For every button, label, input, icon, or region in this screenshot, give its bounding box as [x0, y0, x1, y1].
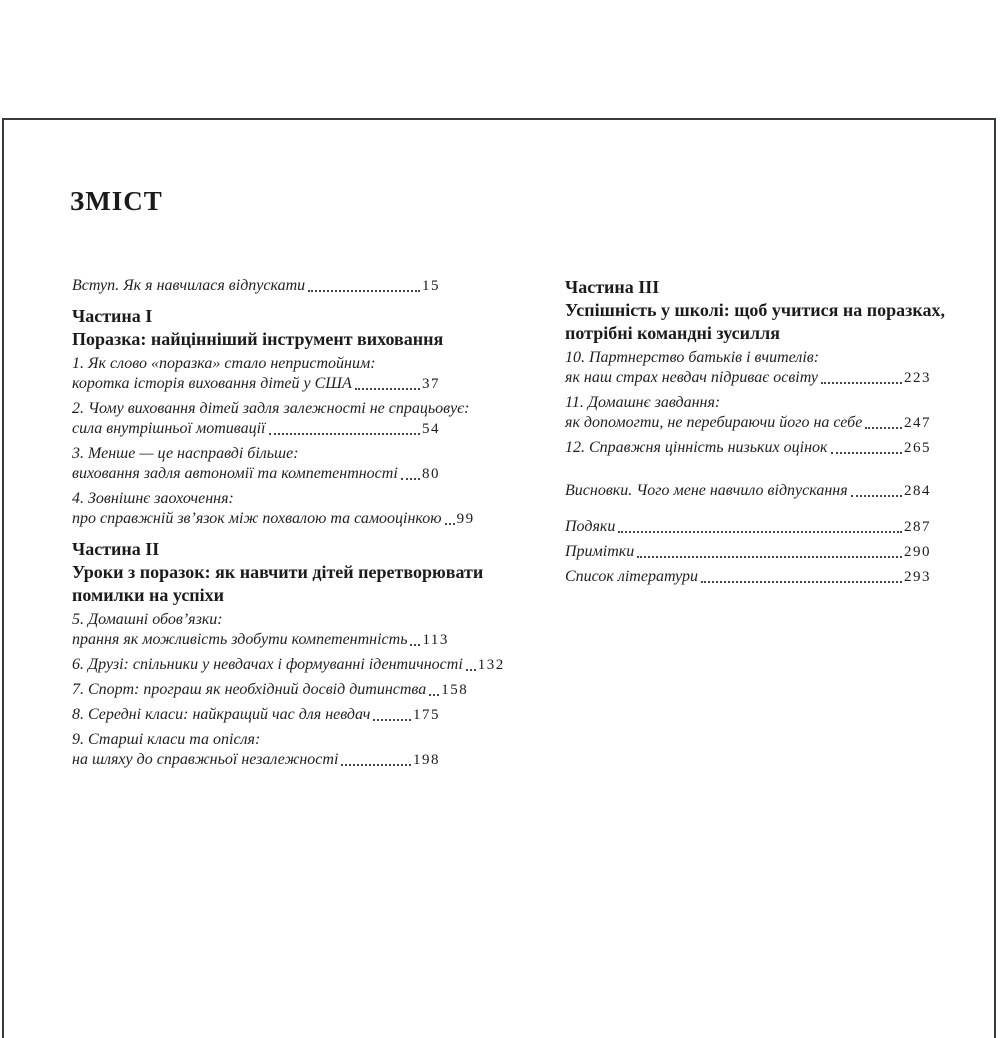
- toc-entry: [72, 655, 505, 675]
- page-number: 132: [477, 657, 505, 673]
- toc-line: [72, 705, 440, 725]
- page-number: 80: [422, 466, 440, 482]
- page-number: 265: [904, 440, 931, 456]
- toc-entry-text: як наш страх невдач підриває освіту: [565, 369, 818, 386]
- toc-entry-text: 7. Спорт: програш як необхідний досвід дитинства: [72, 681, 427, 698]
- toc-entry: [565, 348, 931, 388]
- toc-entry: [72, 730, 440, 770]
- toc-line: [72, 630, 449, 650]
- section-heading-line: Частина III: [565, 277, 660, 297]
- dot-leader: [410, 644, 420, 646]
- toc-entry: [72, 354, 440, 394]
- toc-entry: [565, 542, 931, 562]
- toc-line: [72, 730, 440, 750]
- dot-leader: [851, 495, 902, 497]
- dot-leader: [618, 531, 902, 533]
- dot-leader: [701, 581, 902, 583]
- toc-line: [565, 481, 931, 501]
- toc-entry-text: Висновки. Чого мене навчило відпускання: [565, 482, 848, 499]
- toc-line: [72, 399, 470, 419]
- toc-entry: [72, 399, 470, 439]
- toc-entry-text: 2. Чому виховання дітей задля залежності не спрацьовує:: [72, 400, 470, 417]
- section-heading-line: потрібні командні зусилля: [565, 323, 780, 343]
- page-number: 198: [413, 752, 440, 768]
- section-heading-line: Частина I: [72, 306, 153, 326]
- toc-column-right: [565, 276, 945, 592]
- section-heading-line: помилки на успіхи: [72, 585, 225, 605]
- toc-entry-text: коротка історія виховання дітей у США: [72, 375, 352, 392]
- dot-leader: [865, 427, 902, 429]
- toc-entry-text: 12. Справжня цінність низьких оцінок: [565, 439, 828, 456]
- toc-column-left: [72, 276, 505, 775]
- section-heading-line: Уроки з поразок: як навчити дітей перетворювати: [72, 562, 484, 582]
- toc-entry-text: Вступ. Як я навчилася відпускати: [72, 277, 306, 294]
- section-heading-line: Частина II: [72, 539, 160, 559]
- toc-entry-text: на шляху до справжньої незалежності: [72, 751, 339, 768]
- section-heading-line: Поразка: найцінніший інструмент виховання: [72, 329, 444, 349]
- toc-entry-text: 8. Середні класи: найкращий час для невдач: [72, 706, 371, 723]
- page-title: ЗМІСТ: [70, 186, 163, 216]
- toc-entry-text: 1. Як слово «поразка» стало непристойним:: [72, 355, 376, 372]
- toc-entry: [72, 610, 449, 650]
- toc-line: [565, 348, 931, 368]
- toc-line: [72, 444, 440, 464]
- book-page-frame: [2, 118, 996, 1038]
- page-number: 113: [422, 632, 449, 648]
- toc-line: [72, 489, 440, 509]
- section-heading-line: Успішність у школі: щоб учитися на поразках,: [565, 300, 945, 320]
- toc-entry-text: виховання задля автономії та компетентності: [72, 465, 398, 482]
- page-number: 287: [904, 519, 931, 535]
- toc-line: [565, 368, 931, 388]
- toc-entry-text: 11. Домашнє завдання:: [565, 394, 721, 411]
- toc-entry-text: про справжній зв’язок між похвалою та самооцінкою: [72, 510, 442, 527]
- dot-leader: [401, 478, 420, 480]
- dot-leader: [429, 694, 439, 696]
- toc-line: [72, 354, 440, 374]
- toc-entry: [565, 517, 931, 537]
- toc-entry-text: Список літератури: [565, 568, 698, 585]
- toc-line: [72, 509, 475, 529]
- toc-entry-text: 10. Партнерство батьків і вчителів:: [565, 349, 820, 366]
- toc-line: [72, 464, 440, 484]
- toc-entry: [565, 438, 931, 458]
- toc-section-heading: [72, 305, 444, 351]
- page-number: 175: [413, 707, 440, 723]
- dot-leader: [341, 764, 411, 766]
- toc-line: [565, 542, 931, 562]
- toc-line: [72, 610, 440, 630]
- page-number: 284: [904, 483, 931, 499]
- toc-entry: [565, 393, 931, 433]
- toc-entry: [72, 444, 440, 484]
- toc-entry-text: 6. Друзі: спільники у невдачах і формуванні ідентичності: [72, 656, 463, 673]
- page-number: 247: [904, 415, 931, 431]
- toc-section-heading: [565, 276, 945, 345]
- dot-leader: [308, 290, 420, 292]
- dot-leader: [373, 719, 411, 721]
- page-number: 99: [456, 511, 475, 527]
- toc-entry: [72, 276, 440, 296]
- toc-line: [72, 680, 469, 700]
- dot-leader: [637, 556, 902, 558]
- toc-line: [565, 393, 931, 413]
- toc-line: [565, 567, 931, 587]
- page-number: 15: [422, 278, 440, 294]
- dot-leader: [355, 388, 420, 390]
- toc-entry-text: як допомогти, не перебираючи його на себе: [565, 414, 863, 431]
- page-number: 54: [422, 421, 440, 437]
- page-number: 290: [904, 544, 931, 560]
- toc-line: [565, 413, 931, 433]
- toc-entry: [72, 680, 469, 700]
- dot-leader: [269, 433, 421, 435]
- dot-leader: [445, 523, 455, 525]
- toc-entry: [72, 489, 475, 529]
- page-number: 158: [441, 682, 469, 698]
- toc-line: [72, 419, 440, 439]
- toc-line: [72, 374, 440, 394]
- toc-entry-text: 4. Зовнішнє заохочення:: [72, 490, 234, 507]
- toc-line: [72, 276, 440, 296]
- toc-entry-text: Примітки: [565, 543, 635, 560]
- toc-line: [72, 750, 440, 770]
- page-number: 223: [904, 370, 931, 386]
- toc-entry-text: 5. Домашні обов’язки:: [72, 611, 223, 628]
- toc-entry-text: 3. Менше — це насправді більше:: [72, 445, 299, 462]
- toc-entry-text: 9. Старші класи та опісля:: [72, 731, 261, 748]
- toc-entry-text: Подяки: [565, 518, 616, 535]
- toc-line: [72, 655, 505, 675]
- page-number: 37: [422, 376, 440, 392]
- dot-leader: [831, 452, 903, 454]
- toc-line: [565, 438, 931, 458]
- dot-leader: [466, 669, 476, 671]
- toc-section-heading: [72, 538, 484, 607]
- toc-entry: [565, 567, 931, 587]
- toc-entry-text: прання як можливість здобути компетентність: [72, 631, 408, 648]
- toc-entry-text: сила внутрішньої мотивації: [72, 420, 266, 437]
- dot-leader: [821, 382, 902, 384]
- page-number: 293: [904, 569, 931, 585]
- toc-entry: [72, 705, 440, 725]
- toc-line: [565, 517, 931, 537]
- toc-entry: [565, 481, 931, 501]
